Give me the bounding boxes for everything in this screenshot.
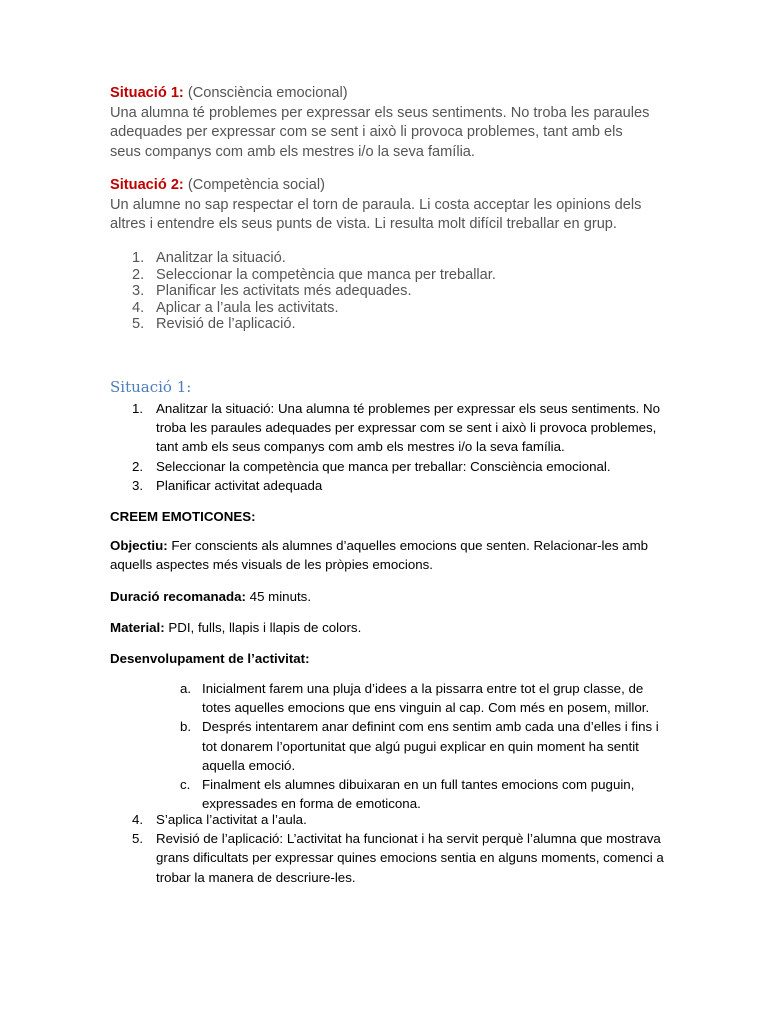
section-2-items-end [110, 810, 690, 887]
list-item: 2. Seleccionar la competència que manca per treballar: Consciència emocional. [132, 458, 611, 474]
situation-1-block [110, 84, 670, 162]
objective-label: Objectiu: [110, 538, 168, 553]
development-steps [110, 679, 690, 813]
list-item: b. Després intentarem anar definint com ens sentim amb cada una d’elles i fins i tot donarem l’oportunitat que algú pugui explicar en quin moment ha sentit aquella emoció. [180, 719, 659, 773]
list-item: 1. Analitzar la situació. [132, 250, 286, 266]
duration-label: Duració recomanada: [110, 589, 246, 604]
development-label: Desenvolupament de l’activitat: [110, 651, 310, 666]
list-item: c. Finalment els alumnes dibuixaran en un full tantes emocions com puguin, expressades en forma de emoticona. [180, 777, 635, 812]
situation-2-block [110, 176, 670, 235]
situation-1-label: Situació 1: [110, 85, 184, 101]
list-item: 2. Seleccionar la competència que manca per treballar. [132, 266, 496, 283]
list-item: 4. Aplicar a l’aula les activitats. [132, 299, 339, 316]
list-item: 3. Planificar les activitats més adequades. [132, 283, 412, 300]
list-item: a. Inicialment farem una pluja d’idees a la pissarra entre tot el grup classe, de totes aquelles emocions que ens vinguin al cap. Com més en posem, millor. [180, 681, 650, 716]
list-item: 3. Planificar activitat adequada [132, 477, 323, 493]
objective-block [110, 536, 670, 574]
list-item: 5. Revisió de l’aplicació. [132, 316, 296, 333]
activity-title: CREEM EMOTICONES: [110, 509, 256, 524]
situation-1-text: Una alumna té problemes per expressar els seus sentiments. No troba les paraules adequades per expressar com se sent i això li provoca problemes, tant amb els seus companys com amb els mestres i/o la seva família. [110, 104, 650, 160]
situation-1-heading [110, 84, 670, 104]
duration-text: 45 minuts. [249, 589, 312, 604]
situation-2-label: Situació 2: [110, 177, 184, 193]
objective-text: Fer conscients als alumnes d’aquelles emocions que senten. Relacionar-les amb aquells aspectes més visuals de les pròpies emocions. [110, 538, 649, 573]
list-item: 5. Revisió de l’aplicació: L’activitat ha funcionat i ha servit perquè l’alumna que mostrava grans dificultats per expressar quines emocions sentia en alguns moments, comenci a trobar la manera de descriure-les. [132, 831, 664, 885]
duration-block [110, 587, 670, 606]
material-text: PDI, fulls, llapis i llapis de colors. [168, 620, 362, 635]
steps-list [132, 250, 632, 333]
situation-2-subtitle: (Competència social) [187, 177, 325, 193]
list-item: 4. S’aplica l’activitat a l’aula. [132, 812, 307, 827]
section-2-items [110, 399, 670, 495]
section-2-heading: Situació 1: [110, 378, 192, 396]
list-item: 1. Analitzar la situació: Una alumna té problemes per expressar els seus sentiments. No troba les paraules adequades per expressar com se sent i això li provoca problemes, tant amb els seus companys com amb els mestres i/o la seva família. [132, 401, 661, 455]
situation-2-text: Un alumne no sap respectar el torn de paraula. Li costa acceptar les opinions dels altres i entendre els seus punts de vista. Li resulta molt difícil treballar en grup. [110, 196, 642, 232]
material-block [110, 618, 670, 637]
situation-1-subtitle: (Consciència emocional) [187, 85, 348, 101]
material-label: Material: [110, 620, 165, 635]
situation-2-heading [110, 176, 670, 196]
